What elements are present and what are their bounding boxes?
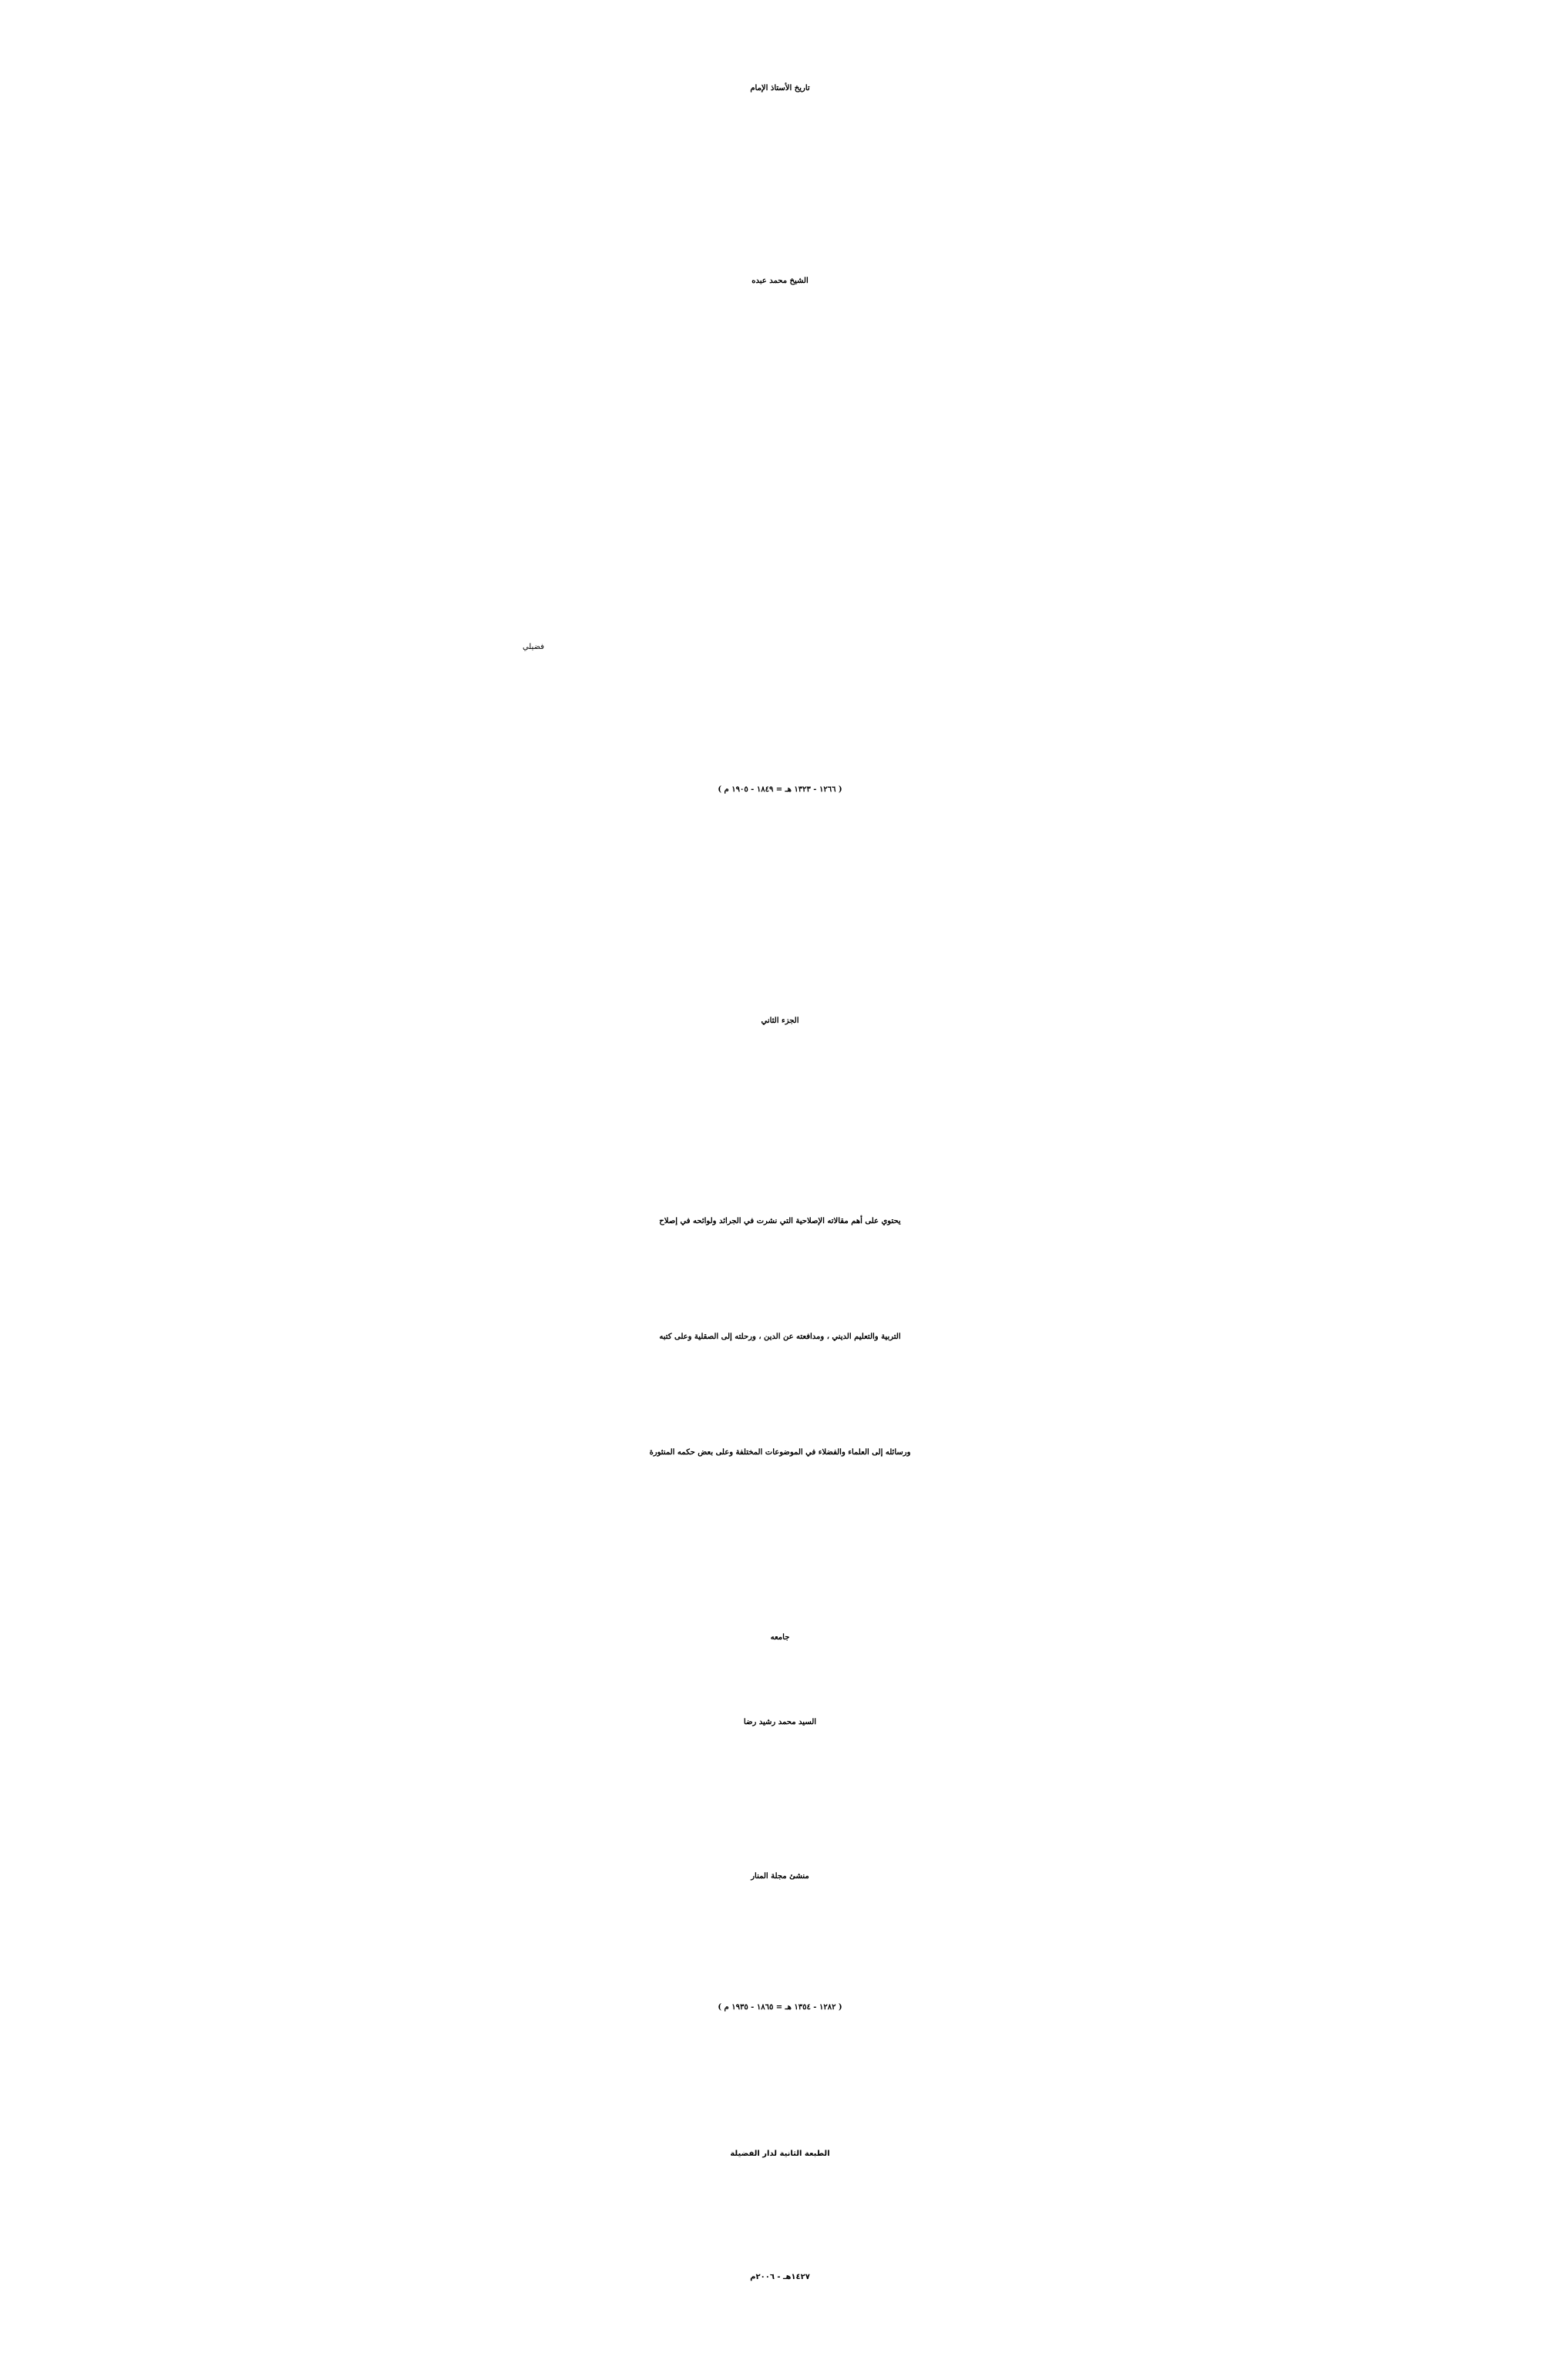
compiler-role: منشئ مجلة المنار bbox=[751, 1872, 809, 1881]
subject-lifespan: ( ١٢٦٦ - ١٣٢٣ هـ = ١٨٤٩ - ١٩٠٥ م ) bbox=[718, 785, 842, 794]
compiler-lifespan: ( ١٢٨٢ - ١٣٥٤ هـ = ١٨٦٥ - ١٩٣٥ م ) bbox=[718, 2003, 842, 2012]
volume-part: الجزء الثاني bbox=[761, 1017, 799, 1025]
calligrapher-signature-row bbox=[0, 644, 1560, 651]
series-title: تاريخ الأستاذ الإمام bbox=[750, 84, 810, 92]
main-title: الشيخ محمد عبده bbox=[751, 277, 809, 285]
compiler-name: السيد محمد رشيد رضا bbox=[743, 1718, 817, 1726]
edition-statement: الطبعة الثانية لدار الفضيلة bbox=[730, 2150, 830, 2158]
description-line: يحتوي على أهم مقالاته الإصلاحية التي نشرت في الجرائد ولوائحه في إصلاح bbox=[659, 1217, 901, 1225]
description-line: ورسائله إلى العلماء والفضلاء في الموضوعات المختلفة وعلى بعض حكمه المنثورة bbox=[649, 1448, 911, 1457]
compiler-label: جامعه bbox=[770, 1633, 790, 1642]
calligrapher-signature: فضيلي bbox=[522, 643, 545, 651]
edition-year: ١٤٢٧هـ - ٢٠٠٦م bbox=[750, 2273, 810, 2281]
description-line: التربية والتعليم الديني ، ومدافعته عن الدين ، ورحلته إلى الصقلية وعلى كتبه bbox=[659, 1333, 901, 1341]
